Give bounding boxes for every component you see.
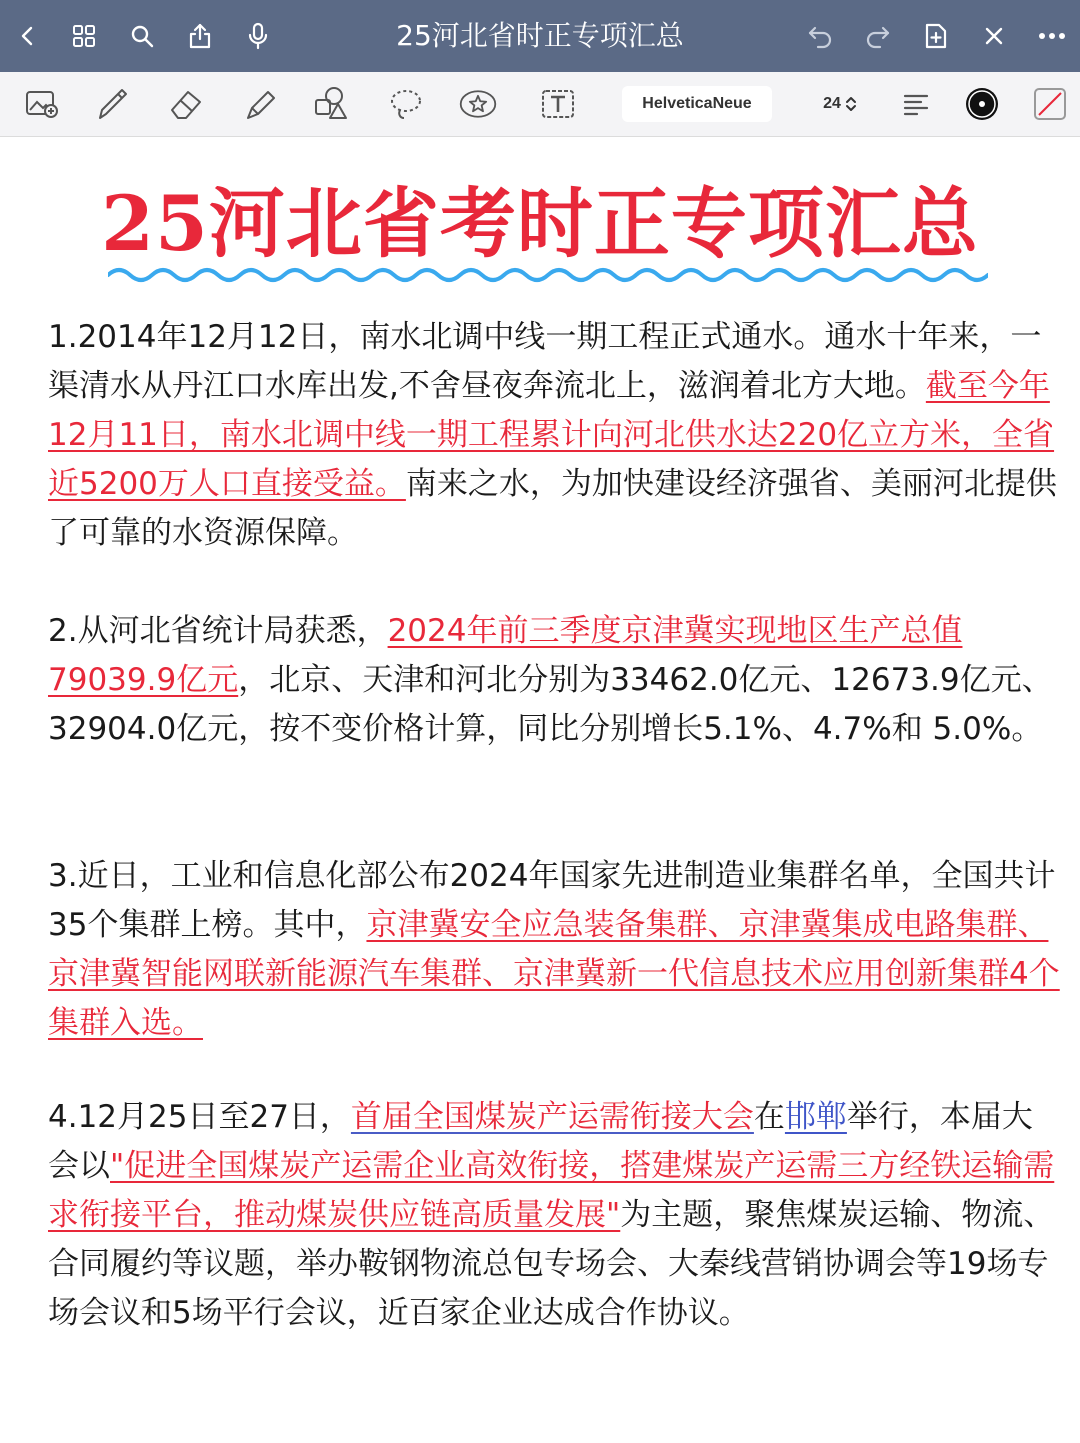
font-size-value: 24 — [823, 95, 841, 112]
color-swatch-icon[interactable] — [962, 84, 1002, 124]
document-page[interactable] — [0, 137, 1080, 1443]
share-icon[interactable] — [182, 18, 218, 54]
paragraph-4-city: 邯郸 — [784, 1099, 847, 1135]
document-title: 25河北省时正专项汇总 — [396, 19, 684, 52]
font-family-selector[interactable]: HelveticaNeue — [622, 86, 772, 122]
shapes-icon[interactable] — [312, 84, 352, 124]
mic-icon[interactable] — [240, 18, 276, 54]
back-icon[interactable] — [10, 18, 46, 54]
search-icon[interactable] — [124, 18, 160, 54]
stepper-icon — [845, 95, 857, 113]
paragraph-1-highlight: 截至今年12月11日，南水北调中线一期工程累计向河北供水达220亿立方米，全省近5200万人口直接受益。 — [48, 368, 1055, 502]
font-size-selector[interactable] — [808, 86, 872, 122]
paragraph-4-tail: 为主题，聚焦煤炭运输、物流、合同履约等议题，举办鞍钢物流总包专场会、大秦线营销协调会等19场专场会议和5场平行会议，近百家企业达成合作协议。 — [48, 1197, 1055, 1331]
paragraph-2 — [48, 607, 1062, 754]
lasso-icon[interactable] — [386, 84, 426, 124]
eraser-icon[interactable] — [166, 84, 206, 124]
paragraph-3-highlight: 京津冀安全应急装备集群、京津冀集成电路集群、京津冀智能网联新能源汽车集群、京津冀新一代信息技术应用创新集群4个集群入选。 — [48, 907, 1060, 1041]
close-icon[interactable] — [976, 18, 1012, 54]
paragraph-1 — [48, 313, 1062, 558]
no-fill-icon[interactable] — [1030, 84, 1070, 124]
paragraph-3-text: 3.近日，工业和信息化部公布2024年国家先进制造业集群名单，全国共计35个集群上榜。其中， — [48, 858, 1056, 943]
paragraph-1-tail: 南来之水，为加快建设经济强省、美丽河北提供了可靠的水资源保障。 — [48, 466, 1057, 551]
redo-icon[interactable] — [860, 18, 896, 54]
sticker-icon[interactable] — [458, 84, 498, 124]
paragraph-1-text: 1.2014年12月12日，南水北调中线一期工程正式通水。通水十年来，一渠清水从丹江口水库出发,不舍昼夜奔流北上，滋润着北方大地。 — [48, 319, 1042, 404]
headline: 25河北省考时正专项汇总 — [101, 179, 979, 268]
text-tool-icon[interactable] — [538, 84, 578, 124]
paragraph-2-highlight: 2024年前三季度京津冀实现地区生产总值79039.9亿元 — [48, 613, 963, 698]
paragraph-4 — [48, 1093, 1062, 1338]
wave-underline-decoration — [108, 263, 988, 287]
paragraph-4-theme: "促进全国煤炭产运需企业高效衔接，搭建煤炭产运需三方经铁运输需求衔接平台，推动煤炭供应链高质量发展" — [48, 1148, 1055, 1233]
add-page-icon[interactable] — [918, 18, 954, 54]
paragraph-4-text: 4.12月25日至27日， — [48, 1099, 351, 1135]
top-navigation-bar — [0, 0, 1080, 72]
paragraph-3 — [48, 852, 1062, 1048]
pen-icon[interactable] — [92, 84, 132, 124]
drawing-toolbar — [0, 72, 1080, 137]
paragraph-4-event-name: 首届全国煤炭产运需衔接大会 — [350, 1099, 754, 1135]
undo-icon[interactable] — [802, 18, 838, 54]
highlighter-icon[interactable] — [240, 84, 280, 124]
image-insert-icon[interactable] — [22, 84, 62, 124]
paragraph-4-connector: 在 — [753, 1099, 785, 1135]
paragraph-2-text: 2.从河北省统计局获悉， — [48, 613, 388, 649]
more-icon[interactable] — [1034, 18, 1070, 54]
grid-icon[interactable] — [66, 18, 102, 54]
paragraph-4-mid: 举行，本届大会以 — [48, 1099, 1033, 1184]
align-icon[interactable] — [896, 84, 936, 124]
paragraph-2-tail: ，北京、天津和河北分别为33462.0亿元、12673.9亿元、32904.0亿元，按不变价格计算，同比分别增长5.1%、4.7%和 5.0%。 — [48, 662, 1053, 747]
